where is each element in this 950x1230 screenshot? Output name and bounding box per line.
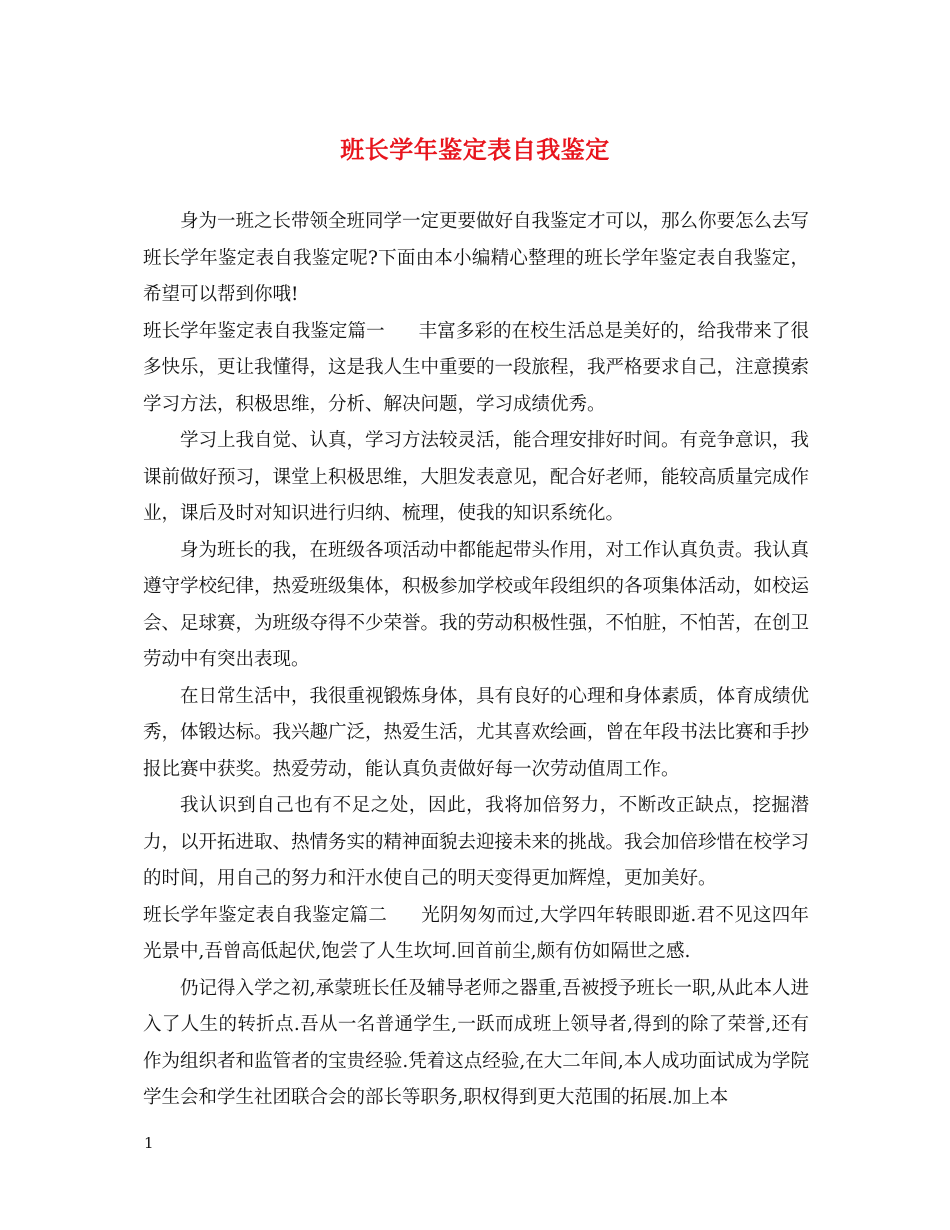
document-title: 班长学年鉴定表自我鉴定 [340, 135, 610, 164]
document-body [143, 204, 809, 1117]
intro-paragraph: 身为一班之长带领全班同学一定更要做好自我鉴定才可以，那么你要怎么去写班长学年鉴定表自我鉴定呢?下面由本小编精心整理的班长学年鉴定表自我鉴定，希望可以帮到你哦! [143, 211, 810, 305]
section-1-paragraph: 我认识到自己也有不足之处，因此，我将加倍努力，不断改正缺点，挖掘潜力，以开拓进取、热情务实的精神面貌去迎接未来的挑战。我会加倍珍惜在校学习的时间，用自己的努力和汗水使自己的明天变得更加辉煌，更加美好。 [143, 795, 810, 889]
section-1-paragraph: 在日常生活中，我很重视锻炼身体，具有良好的心理和身体素质，体育成绩优秀，体锻达标。我兴趣广泛，热爱生活，尤其喜欢绘画，曾在年段书法比赛和手抄报比赛中获奖。热爱劳动，能认真负责做好每一次劳动值周工作。 [143, 685, 810, 780]
section-1-paragraph: 学习上我自觉、认真，学习方法较灵活，能合理安排好时间。有竞争意识，我课前做好预习，课堂上积极思维，大胆发表意见，配合好老师，能较高质量完成作业，课后及时对知识进行归纳、梳理，使我的知识系统化。 [143, 430, 810, 524]
section-2-paragraph: 仍记得入学之初,承蒙班长任及辅导老师之器重,吾被授予班长一职,从此本人进入了人生的转折点.吾从一名普通学生,一跃而成班上领导者,得到的除了荣誉,还有作为组织者和监管者的宝贵经验.凭着这点经验,在大二年间,本人成功面试成为学院学生会和学生社团联合会的部长等职务,职权得到更大范围的拓展.加上本 [143, 977, 809, 1108]
section-2-lead: 光阴匆匆而过,大学四年转眼即逝.君不见这四年光景中,吾曾高低起伏,饱尝了人生坎坷.回首前尘,颇有仿如隔世之感. [143, 904, 809, 962]
section-1-heading: 班长学年鉴定表自我鉴定篇一 [143, 320, 385, 342]
section-1-lead: 丰富多彩的在校生活总是美好的，给我带来了很多快乐，更让我懂得，这是我人生中重要的一段旅程，我严格要求自己，注意摸索学习方法，积极思维，分析、解决问题，学习成绩优秀。 [143, 320, 810, 415]
section-2-heading: 班长学年鉴定表自我鉴定篇二 [143, 904, 388, 926]
section-2-opening [143, 898, 809, 971]
page-number: 1 [144, 1134, 154, 1152]
section-1-opening [143, 314, 809, 424]
section-1-paragraph: 身为班长的我，在班级各项活动中都能起带头作用，对工作认真负责。我认真遵守学校纪律，热爱班级集体，积极参加学校或年段组织的各项集体活动，如校运会、足球赛，为班级夺得不少荣誉。我的劳动积极性强，不怕脏，不怕苦，在创卫劳动中有突出表现。 [143, 539, 810, 670]
